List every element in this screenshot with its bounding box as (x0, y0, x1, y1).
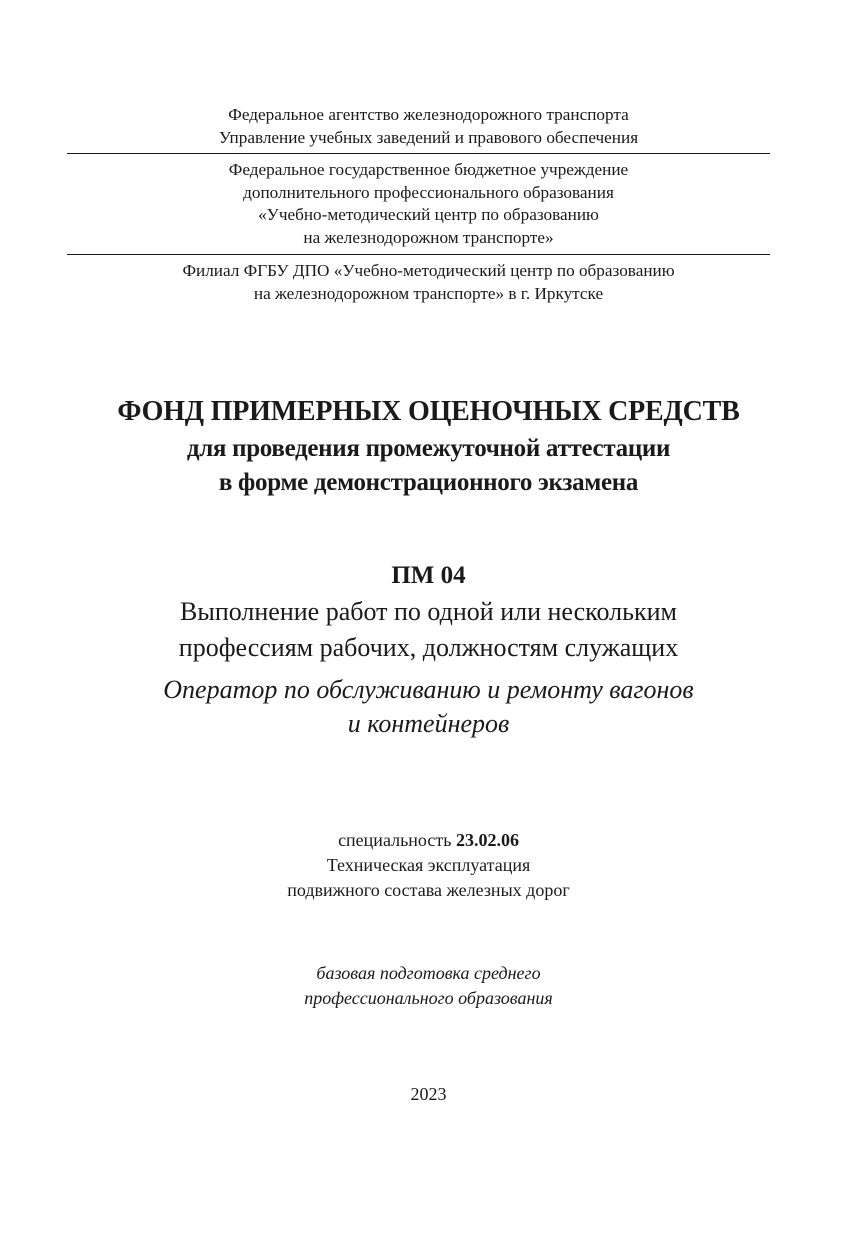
subtitle-line: для проведения промежуточной аттестации (186, 435, 671, 462)
institution-header (0, 159, 857, 249)
specialty-line (0, 828, 857, 853)
specialty-label: специальность (338, 830, 456, 850)
profession-name (0, 673, 857, 741)
agency-line: Федеральное агентство железнодорожного транспорта (228, 105, 629, 124)
profession-line: Оператор по обслуживанию и ремонту вагонов (163, 675, 694, 704)
institution-line: «Учебно-методический центр по образованию (258, 205, 599, 224)
specialty-code: 23.02.06 (455, 830, 519, 850)
module-name-line: профессиям рабочих, должностям служащих (178, 633, 679, 662)
publication-year: 2023 (410, 1084, 447, 1104)
specialty-block (0, 828, 857, 903)
subtitle-line: в форме демонстрационного экзамена (218, 469, 639, 496)
agency-header (0, 104, 857, 149)
agency-line: Управление учебных заведений и правового обеспечения (218, 127, 639, 147)
module-name-line: Выполнение работ по одной или нескольким (180, 597, 677, 626)
institution-line: Федеральное государственное бюджетное учреждение (228, 160, 629, 179)
specialty-name-line: Техническая эксплуатация (326, 855, 531, 875)
header-divider (67, 153, 770, 154)
header-divider (67, 254, 770, 255)
institution-line: дополнительного профессионального образования (243, 182, 614, 202)
document-subtitle (0, 432, 857, 500)
specialty-name-line: подвижного состава железных дорог (287, 880, 570, 900)
document-title: ФОНД ПРИМЕРНЫХ ОЦЕНОЧНЫХ СРЕДСТВ (117, 396, 740, 427)
level-line: базовая подготовка среднего (316, 963, 541, 983)
branch-header (0, 260, 857, 305)
profession-line: и контейнеров (347, 709, 510, 738)
education-level (0, 961, 857, 1011)
branch-line: Филиал ФГБУ ДПО «Учебно-методический центр по образованию (182, 261, 675, 280)
level-line: профессионального образования (304, 988, 553, 1008)
module-code: ПМ 04 (391, 562, 466, 589)
institution-line: на железнодорожном транспорте» (303, 227, 554, 247)
module-name (0, 594, 857, 666)
branch-line: на железнодорожном транспорте» в г. Иркутске (253, 283, 604, 303)
